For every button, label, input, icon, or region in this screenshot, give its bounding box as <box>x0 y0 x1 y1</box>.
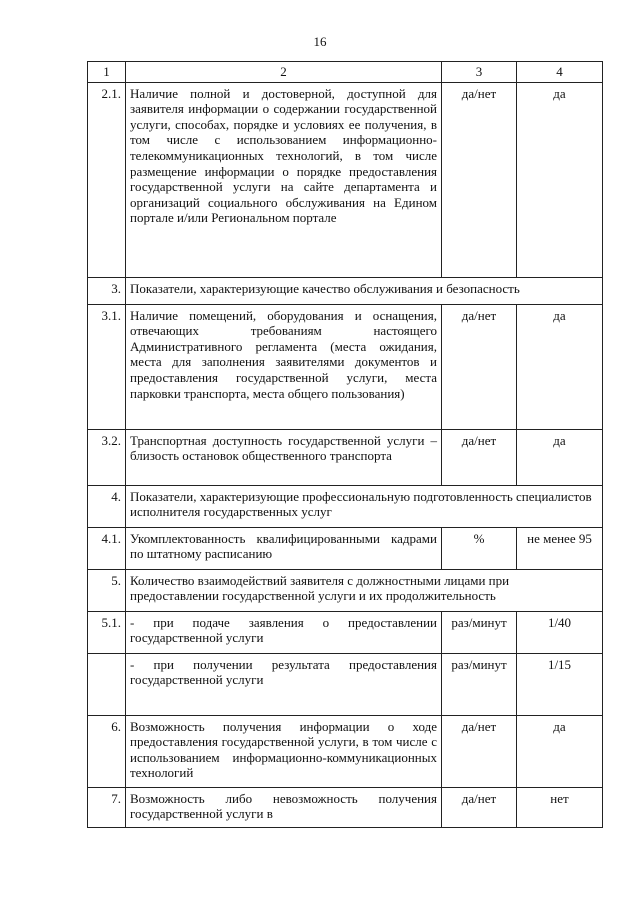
row-number: 4. <box>88 485 126 527</box>
section-title: Показатели, характеризующие профессиональную подготовленность специалистов исполнителя государственных услуг <box>126 485 603 527</box>
table-header-row <box>88 62 603 83</box>
table-row <box>88 429 603 485</box>
row-value: 1/15 <box>517 653 603 715</box>
header-cell-4: 4 <box>517 62 603 83</box>
row-number: 3. <box>88 277 126 304</box>
row-text: Транспортная доступность государственной услуги – близость остановок общественного транспорта <box>126 429 442 485</box>
row-value: да <box>517 82 603 277</box>
row-unit: % <box>442 527 517 569</box>
row-text: Наличие полной и достоверной, доступной для заявителя информации о содержании государственной услуги, способах, порядке и условиях ее получения, в том числе с использованием информационно-телекоммуникационных технологий, в том числе размещение информации о порядке предоставления государственной услуги на сайте департамента и организаций социального обслуживания на Едином портале и/или Региональном портале <box>126 82 442 277</box>
row-number: 2.1. <box>88 82 126 277</box>
table-row <box>88 304 603 429</box>
row-text: Возможность либо невозможность получения государственной услуги в <box>126 787 442 827</box>
indicators-table <box>87 61 603 828</box>
table-row <box>88 82 603 277</box>
table-row <box>88 611 603 653</box>
row-text: - при получении результата предоставления государственной услуги <box>126 653 442 715</box>
table-row <box>88 787 603 827</box>
row-unit: да/нет <box>442 715 517 787</box>
table-row <box>88 715 603 787</box>
section-title: Показатели, характеризующие качество обслуживания и безопасность <box>126 277 603 304</box>
row-value: да <box>517 715 603 787</box>
header-cell-3: 3 <box>442 62 517 83</box>
header-cell-2: 2 <box>126 62 442 83</box>
row-number: 5. <box>88 569 126 611</box>
row-value: не менее 95 <box>517 527 603 569</box>
table-row <box>88 653 603 715</box>
row-text: - при подаче заявления о предоставлении государственной услуги <box>126 611 442 653</box>
row-unit: раз/минут <box>442 611 517 653</box>
row-unit: да/нет <box>442 429 517 485</box>
section-title: Количество взаимодействий заявителя с должностными лицами при предоставлении государственной услуги и их продолжительность <box>126 569 603 611</box>
row-text: Укомплектованность квалифицированными кадрами по штатному расписанию <box>126 527 442 569</box>
row-number: 7. <box>88 787 126 827</box>
row-unit: да/нет <box>442 787 517 827</box>
section-row <box>88 485 603 527</box>
row-value: 1/40 <box>517 611 603 653</box>
row-value: да <box>517 429 603 485</box>
row-number: 3.1. <box>88 304 126 429</box>
row-unit: да/нет <box>442 82 517 277</box>
row-value: нет <box>517 787 603 827</box>
row-number: 6. <box>88 715 126 787</box>
row-unit: да/нет <box>442 304 517 429</box>
section-row <box>88 569 603 611</box>
row-number: 5.1. <box>88 611 126 653</box>
row-value: да <box>517 304 603 429</box>
row-text: Наличие помещений, оборудования и оснащения, отвечающих требованиям настоящего Административного регламента (места ожидания, места для заполнения заявителями документов и предоставления государственной услуги, места парковки транспорта, места общего пользования) <box>126 304 442 429</box>
row-number <box>88 653 126 715</box>
page-number: 16 <box>313 34 327 49</box>
section-row <box>88 277 603 304</box>
table-row <box>88 527 603 569</box>
row-text: Возможность получения информации о ходе предоставления государственной услуги, в том числе с использованием информационно-коммуникационных технологий <box>126 715 442 787</box>
row-number: 4.1. <box>88 527 126 569</box>
header-cell-1: 1 <box>88 62 126 83</box>
row-unit: раз/минут <box>442 653 517 715</box>
row-number: 3.2. <box>88 429 126 485</box>
